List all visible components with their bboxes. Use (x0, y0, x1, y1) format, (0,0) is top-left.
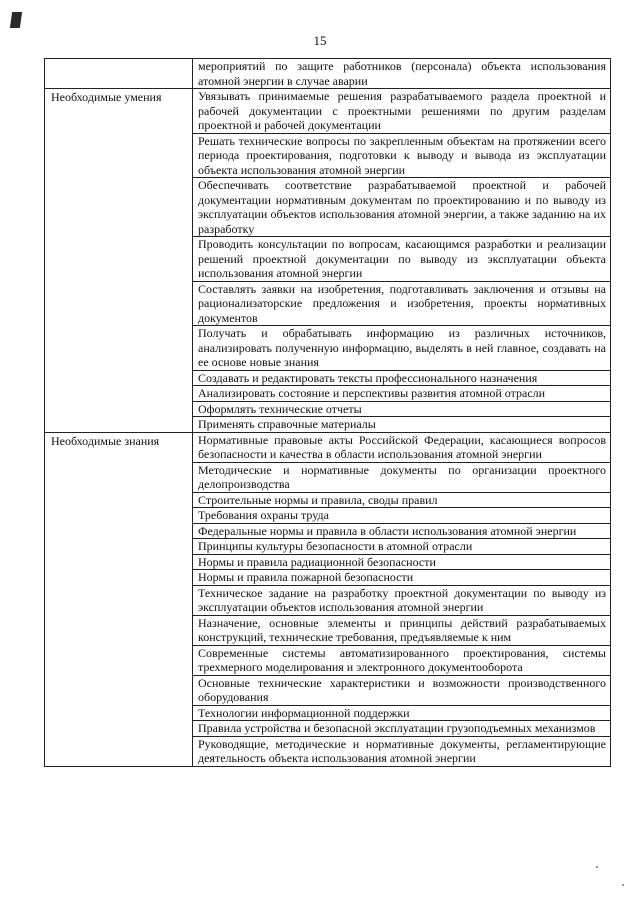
requirement-text: Применять справочные материалы (193, 417, 611, 433)
table-row (45, 326, 611, 371)
table-row (45, 178, 611, 237)
table-row (45, 508, 611, 524)
row-label-cell (45, 386, 193, 402)
requirement-text: Оформлять технические отчеты (193, 401, 611, 417)
row-label-cell (45, 675, 193, 705)
row-label-cell (45, 570, 193, 586)
table-row (45, 554, 611, 570)
group-label (45, 59, 193, 89)
row-label-cell (45, 417, 193, 433)
table-row (45, 585, 611, 615)
requirement-text: Нормативные правовые акты Российской Федерации, касающиеся вопросов безопасности и качества в области использования атомной энергии (193, 432, 611, 462)
table-row (45, 570, 611, 586)
group-label: Необходимые умения (45, 89, 193, 134)
row-label-cell (45, 585, 193, 615)
requirement-text: Основные технические характеристики и возможности производственного оборудования (193, 675, 611, 705)
requirement-text: Составлять заявки на изобретения, подготавливать заключения и отзывы на рационализаторские предложения и изобретения, проекты нормативных документов (193, 281, 611, 326)
row-label-cell (45, 508, 193, 524)
table-row (45, 401, 611, 417)
row-label-cell (45, 645, 193, 675)
group-label: Необходимые знания (45, 432, 193, 462)
table-row (45, 237, 611, 282)
requirement-text: Строительные нормы и правила, своды правил (193, 492, 611, 508)
table-row (45, 281, 611, 326)
row-label-cell (45, 326, 193, 371)
row-label-cell (45, 370, 193, 386)
table-row (45, 615, 611, 645)
row-label-cell (45, 281, 193, 326)
scan-dust (596, 866, 598, 868)
requirement-text: Техническое задание на разработку проектной документации по выводу из эксплуатации объектов использования атомной энергии (193, 585, 611, 615)
row-label-cell (45, 539, 193, 555)
table-row (45, 736, 611, 766)
requirement-text: Современные системы автоматизированного проектирования, системы трехмерного моделирования и электронного документооборота (193, 645, 611, 675)
table-row (45, 59, 611, 89)
requirement-text: Обеспечивать соответствие разрабатываемой проектной и рабочей документации нормативным документам по проектированию и по выводу из эксплуатации объектов использования атомной энергии, а также заданию на их разработку (193, 178, 611, 237)
row-label-cell (45, 705, 193, 721)
table-row (45, 417, 611, 433)
table-row (45, 645, 611, 675)
requirement-text: Проводить консультации по вопросам, касающимся разработки и реализации решений проектной документации по выводу из эксплуатации объекта использования атомной энергии (193, 237, 611, 282)
row-label-cell (45, 736, 193, 766)
row-label-cell (45, 133, 193, 178)
table-row (45, 721, 611, 737)
requirement-text: Технологии информационной поддержки (193, 705, 611, 721)
requirement-text: Нормы и правила радиационной безопасности (193, 554, 611, 570)
table-row (45, 386, 611, 402)
row-label-cell (45, 462, 193, 492)
requirement-text: Принципы культуры безопасности в атомной отрасли (193, 539, 611, 555)
table-row (45, 539, 611, 555)
requirement-text: Анализировать состояние и перспективы развития атомной отрасли (193, 386, 611, 402)
requirement-text: Требования охраны труда (193, 508, 611, 524)
page-number: 15 (313, 33, 327, 48)
row-label-cell (45, 237, 193, 282)
row-label-cell (45, 721, 193, 737)
row-label-cell (45, 554, 193, 570)
requirement-text: Правила устройства и безопасной эксплуатации грузоподъемных механизмов (193, 721, 611, 737)
row-label-cell (45, 523, 193, 539)
requirement-text: Получать и обрабатывать информацию из различных источников, анализировать полученную информацию, выделять в ней главное, создавать на ее основе новые знания (193, 326, 611, 371)
requirement-text: Назначение, основные элементы и принципы действий разрабатываемых конструкций, технические требования, предъявляемые к ним (193, 615, 611, 645)
row-label-cell (45, 492, 193, 508)
requirement-text: Увязывать принимаемые решения разрабатываемого раздела проектной и рабочей документации с проектными решениями по другим разделам проектной и рабочей документации (193, 89, 611, 134)
table-row (45, 133, 611, 178)
requirement-text: Методические и нормативные документы по организации проектного делопроизводства (193, 462, 611, 492)
requirement-text: Решать технические вопросы по закрепленным объектам на протяжении всего периода проектирования, подготовки к выводу и вывода из эксплуатации объекта использования атомной энергии (193, 133, 611, 178)
requirement-text: мероприятий по защите работников (персонала) объекта использования атомной энергии в случае аварии (193, 59, 611, 89)
table-row (45, 432, 611, 462)
requirements-table-body (45, 59, 611, 767)
requirement-text: Федеральные нормы и правила в области использования атомной энергии (193, 523, 611, 539)
table-row (45, 89, 611, 134)
table-row (45, 705, 611, 721)
row-label-cell (45, 401, 193, 417)
table-row (45, 523, 611, 539)
table-row (45, 492, 611, 508)
table-row (45, 675, 611, 705)
requirement-text: Создавать и редактировать тексты профессионального назначения (193, 370, 611, 386)
row-label-cell (45, 615, 193, 645)
row-label-cell (45, 178, 193, 237)
requirement-text: Нормы и правила пожарной безопасности (193, 570, 611, 586)
scan-artifact (10, 12, 22, 28)
table-row (45, 370, 611, 386)
requirements-table (44, 58, 611, 767)
table-row (45, 462, 611, 492)
requirement-text: Руководящие, методические и нормативные документы, регламентирующие деятельность объекта использования атомной энергии (193, 736, 611, 766)
scan-dust (622, 884, 624, 886)
